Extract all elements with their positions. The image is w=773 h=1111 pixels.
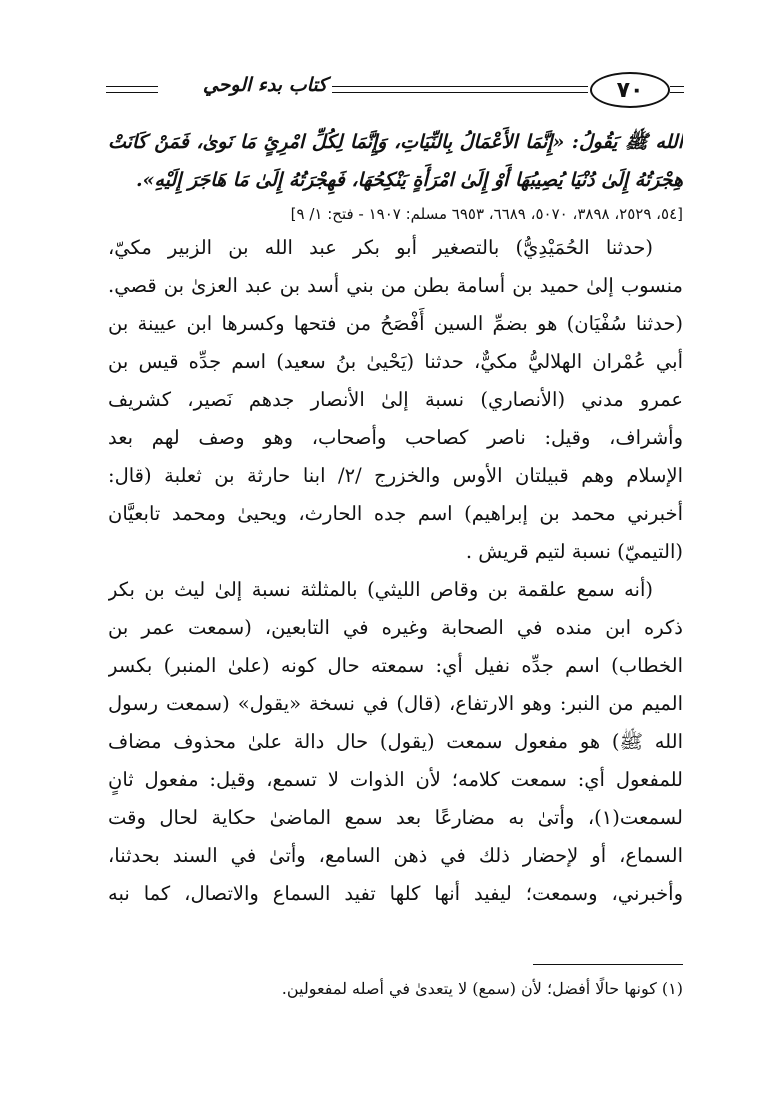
commentary-line: الميم من النبر: وهو الارتفاع، (قال) في نسخة «يقول» (سمعت رسول	[108, 692, 683, 715]
header-rule-right	[670, 86, 684, 87]
commentary-line: (أنه سمع علقمة بن وقاص الليثي) بالمثلثة نسبة إلىٰ ليث بن بكر	[108, 578, 653, 601]
header-rule-middle-lower	[332, 92, 588, 93]
commentary-line: (حدثنا سُفْيَان) هو بضمِّ السين أَفْصَحُ من فتحها وكسرها ابن عيينة بن	[108, 312, 683, 335]
commentary-line: عمرو مدني (الأنصاري) نسبة إلىٰ الأنصار جدهم نَصير، كشريف	[108, 388, 683, 411]
page-header	[106, 70, 684, 114]
commentary-line: أبي عُمْران الهلاليُّ مكيٌّ، حدثنا (يَحْيىٰ بنُ سعيد) اسم جدِّه قيس بن	[108, 350, 683, 373]
commentary-line: (حدثنا الحُمَيْدِيُّ) بالتصغير أبو بكر عبد الله بن الزبير مكيّ،	[108, 236, 653, 259]
commentary-line: الخطاب) اسم جدِّه نفيل أي: سمعته حال كونه (علىٰ المنبر) بكسر	[108, 654, 683, 677]
header-rule-middle	[332, 86, 588, 87]
commentary-line: للمفعول أي: سمعت كلامه؛ لأن الذوات لا تسمع، وقيل: مفعول ثانٍ	[108, 768, 683, 791]
commentary-line: الله ﷺ) هو مفعول سمعت (يقول) حال دالة علىٰ محذوف مضاف	[108, 730, 683, 753]
hadith-line: الله ﷺ يَقُولُ: «إِنَّمَا الأَعْمَالُ بِالنِّيَاتِ، وَإِنَّمَا لِكُلِّ امْرِئٍ مَا نَوىٰ، فَمَنْ كَانَتْ	[108, 131, 683, 153]
commentary-line: وأخبرني، وسمعت؛ ليفيد أنها كلها تفيد السماع والاتصال، كما نبه	[108, 882, 683, 905]
header-rule-left	[106, 86, 158, 87]
hadith-line: هِجْرَتُهُ إِلَىٰ دُنْيَا يُصِيبُهَا أَوْ إِلَىٰ امْرَأَةٍ يَنْكِحُهَا، فَهِجْرَتُهُ إِلَىٰ مَا هَاجَرَ إِلَيْهِ».	[135, 169, 683, 191]
commentary-line: لسمعت(١)، وأتىٰ به مضارعًا بعد سمع الماضىٰ حكاية لحال وقت	[108, 806, 683, 829]
commentary-line: السماع، أو لإحضار ذلك في ذهن السامع، وأتىٰ في السند بحدثنا،	[108, 844, 683, 867]
commentary-line: منسوب إلىٰ حميد بن أسامة بطن من بني أسد بن عبد العزىٰ بن قصي.	[108, 274, 683, 297]
footnote-divider	[533, 964, 683, 965]
commentary-line: ذكره ابن منده في الصحابة وغيره في التابعين، (سمعت عمر بن	[108, 616, 683, 639]
page-number: ٧٠	[590, 72, 670, 108]
footnote: (١) كونها حالًا أفضل؛ لأن (سمع) لا يتعدىٰ في أصله لمفعولين.	[281, 979, 683, 998]
header-rule-right-lower	[670, 92, 684, 93]
commentary-line: (التيميّ) نسبة لتيم قريش .	[465, 540, 683, 563]
header-title: كتاب بدء الوحي	[202, 74, 328, 96]
commentary-line: الإسلام وهم قبيلتان الأوس والخزرج /٢/ ابنا حارثة بن ثعلبة (قال:	[108, 464, 683, 487]
header-rule-left-lower	[106, 92, 158, 93]
body-text	[108, 123, 683, 913]
commentary-line: وأشراف، وقيل: ناصر كصاحب وأصحاب، وهو وصف لهم بعد	[108, 426, 683, 449]
commentary-line: أخبرني محمد بن إبراهيم) اسم جده الحارث، ويحيىٰ ومحمد تابعيَّان	[108, 502, 683, 525]
hadith-references: [٥٤، ٢٥٢٩، ٣٨٩٨، ٥٠٧٠، ٦٦٨٩، ٦٩٥٣ مسلم: ١٩٠٧ - فتح: ١/ ٩]	[290, 205, 683, 223]
